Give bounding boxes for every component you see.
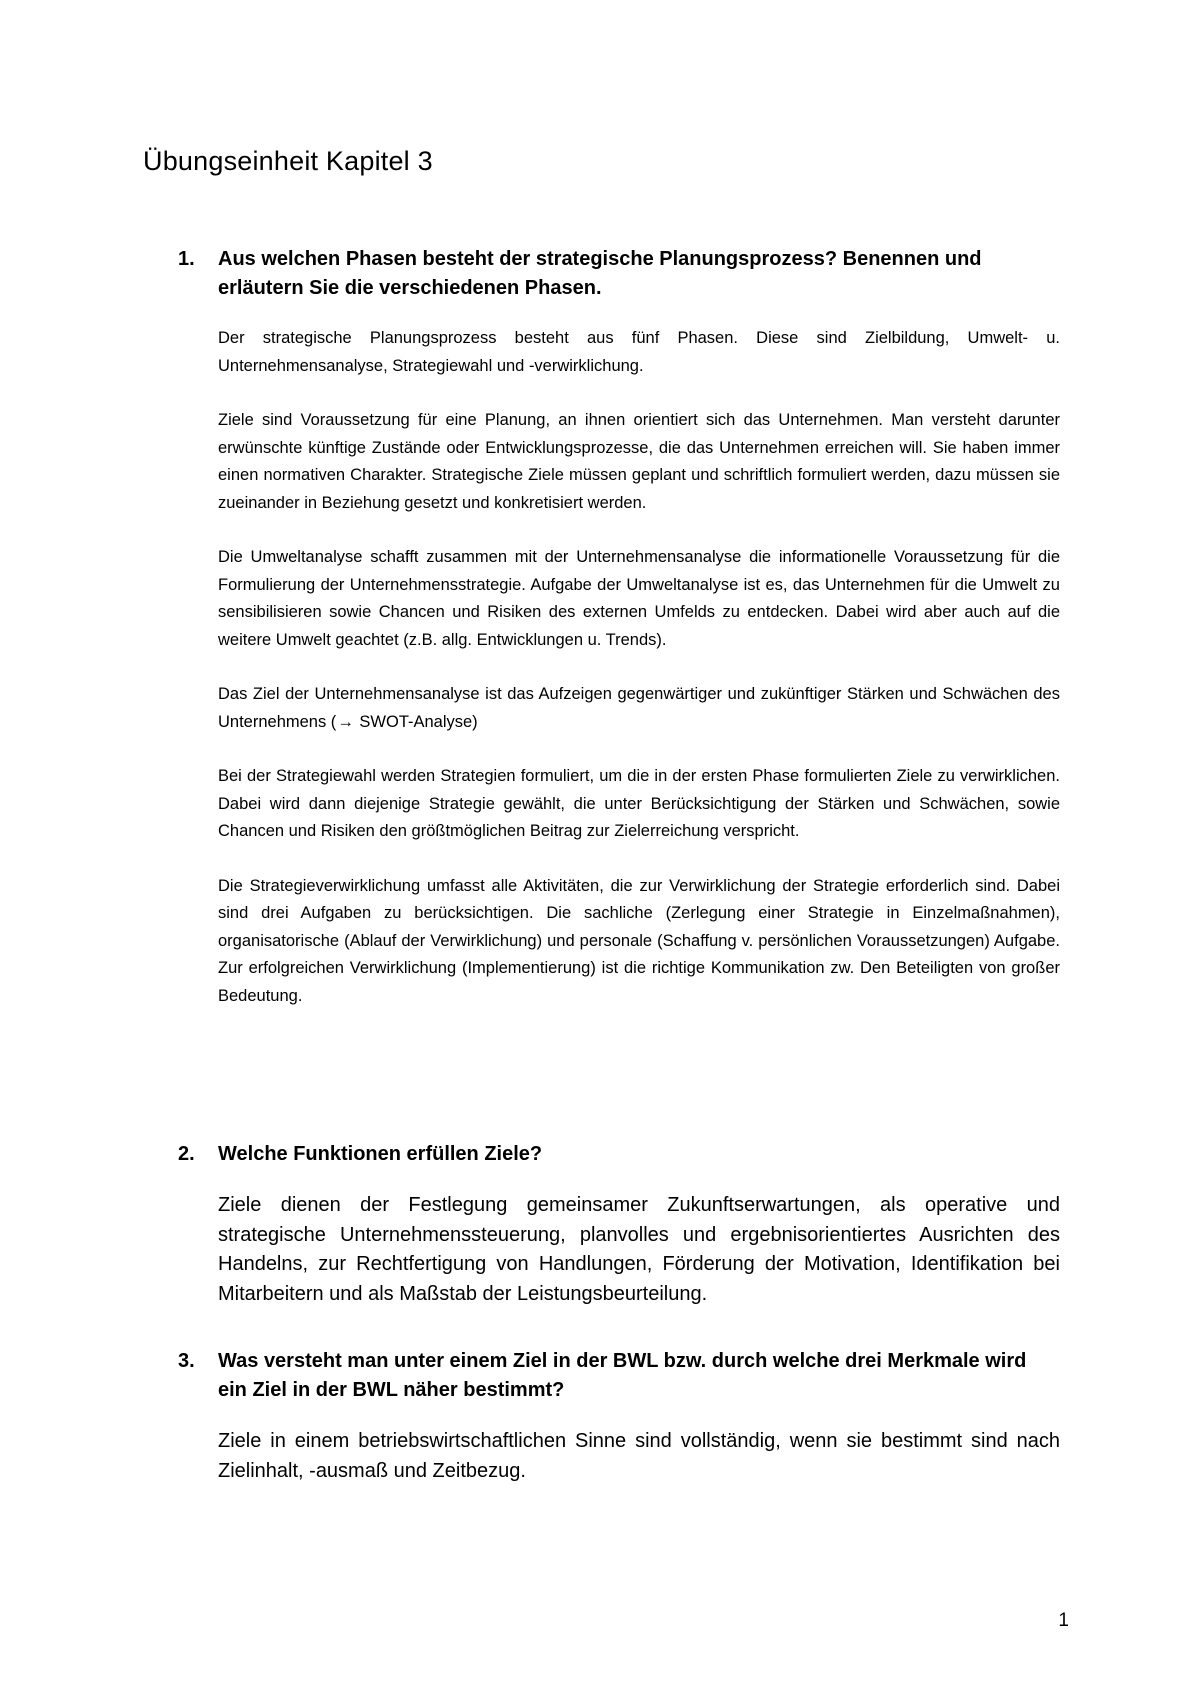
page-number: 1 — [1058, 1610, 1069, 1631]
question-2-answer — [218, 1191, 1060, 1309]
question-2-section — [178, 1140, 1060, 1309]
question-3-section — [178, 1347, 1060, 1486]
answer-1-paragraph-4-text: Das Ziel der Unternehmensanalyse ist das Aufzeigen gegenwärtiger und zukünftiger Stärken und Schwächen des Unternehmens ( — [218, 685, 1060, 731]
question-3-answer — [218, 1427, 1060, 1486]
question-1-answer — [218, 325, 1060, 1010]
document-title: Übungseinheit Kapitel 3 — [143, 146, 433, 176]
answer-1-paragraph-1: Der strategische Planungsprozess besteht aus fünf Phasen. Diese sind Zielbildung, Umwelt- u. Unternehmensanalyse, Strategiewahl und -verwirklichung. — [218, 329, 1060, 375]
answer-1-paragraph-5: Bei der Strategiewahl werden Strategien formuliert, um die in der ersten Phase formulierten Ziele zu verwirklichen. Dabei wird dann diejenige Strategie gewählt, die unter Berücksichtigung der Stärken und Schwächen, sowie Chancen und Risiken den größtmöglichen Beitrag zur Zielerreichung verspricht. — [218, 767, 1060, 840]
answer-3-paragraph-1: Ziele in einem betriebswirtschaftlichen Sinne sind vollständig, wenn sie bestimmt sind nach Zielinhalt, -ausmaß und Zeitbezug. — [218, 1430, 1060, 1482]
answer-2-paragraph-1: Ziele dienen der Festlegung gemeinsamer Zukunftserwartungen, als operative und strategische Unternehmenssteuerung, planvolles und ergebnisorientiertes Ausrichten des Handelns, zur Rechtfertigung von Handlungen, Förderung der Motivation, Identifikation bei Mitarbeitern und als Maßstab der Leistungsbeurteilung. — [218, 1194, 1060, 1305]
answer-1-paragraph-2: Ziele sind Voraussetzung für eine Planung, an ihnen orientiert sich das Unternehmen. Man versteht darunter erwünschte künftige Zustände oder Entwicklungsprozesse, die das Unternehmen erreichen will. Sie haben immer einen normativen Charakter. Strategische Ziele müssen geplant und schriftlich formuliert werden, dazu müssen sie zueinander in Beziehung gesetzt und konkretisiert werden. — [218, 411, 1060, 512]
answer-1-paragraph-4-tail: SWOT-Analyse) — [359, 712, 478, 731]
question-2-number: 2. — [178, 1143, 195, 1165]
question-2-text: Welche Funktionen erfüllen Ziele? — [218, 1143, 543, 1165]
answer-1-paragraph-6: Die Strategieverwirklichung umfasst alle Aktivitäten, die zur Verwirklichung der Strategie erforderlich sind. Dabei sind drei Aufgaben zu berücksichtigen. Die sachliche (Zerlegung einer Strategie in Einzelmaßnahmen), organisatorische (Ablauf der Verwirklichung) und personale (Schaffung v. persönlichen Voraussetzungen) Aufgabe. Zur erfolgreichen Verwirklichung (Implementierung) ist die richtige Kommunikation zw. Den Beteiligten von großer Bedeutung. — [218, 876, 1060, 1005]
answer-1-paragraph-4 — [218, 681, 1060, 736]
answer-1-paragraph-3: Die Umweltanalyse schafft zusammen mit der Unternehmensanalyse die informationelle Voraussetzung für die Formulierung der Unternehmensstrategie. Aufgabe der Umweltanalyse ist es, das Unternehmen für die Umwelt zu sensibilisieren sowie Chancen und Risiken des externen Umfelds zu entdecken. Dabei wird aber auch auf die weitere Umwelt geachtet (z.B. allg. Entwicklungen u. Trends). — [218, 548, 1060, 649]
question-1-text: Aus welchen Phasen besteht der strategische Planungsprozess? Benennen und erläutern Sie die verschiedenen Phasen. — [218, 248, 982, 299]
question-3-number: 3. — [178, 1350, 195, 1372]
question-1-section — [178, 245, 1060, 1010]
arrow-right-icon: → — [337, 712, 354, 731]
question-3-text: Was versteht man unter einem Ziel in der BWL bzw. durch welche drei Merkmale wird ein Ziel in der BWL näher bestimmt? — [218, 1350, 1027, 1401]
question-1-number: 1. — [178, 248, 195, 270]
